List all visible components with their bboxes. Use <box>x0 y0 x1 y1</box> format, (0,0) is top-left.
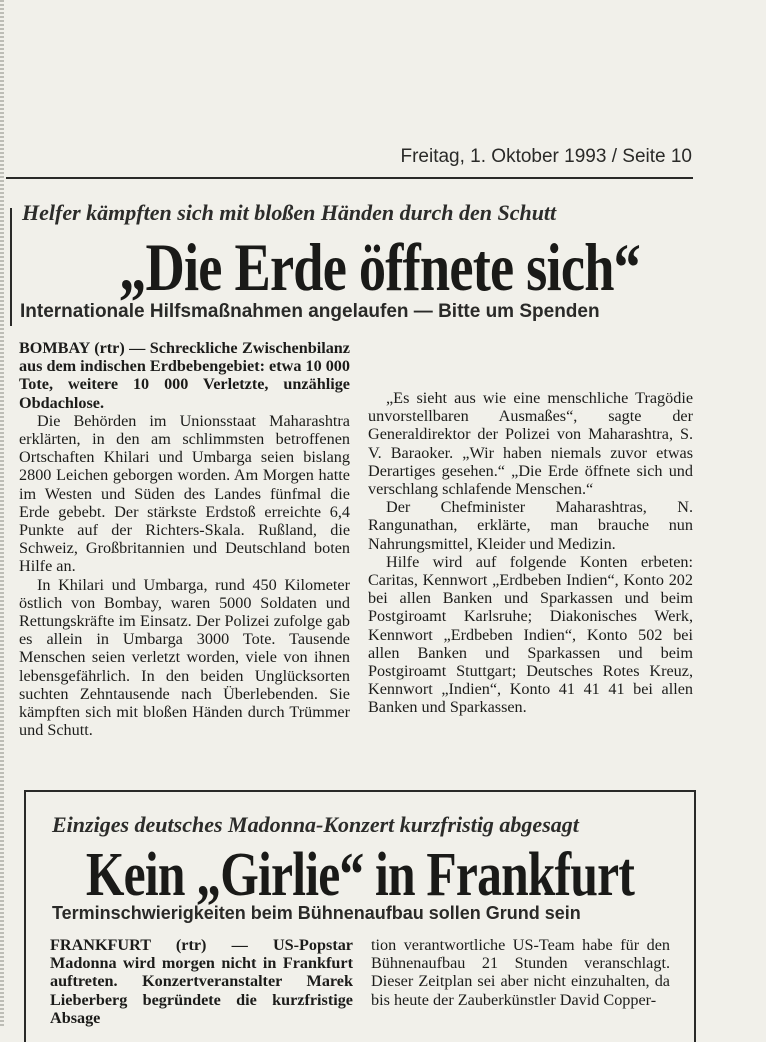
article-paragraph: tion verantwortliche US-Team habe für den Bühnenaufbau 21 Stunden veranschlagt. Dieser Zeitplan sei aber nicht einzuhalten, da bis heute der Zauberkünstler David Copper- <box>371 936 670 1009</box>
paper-edge <box>0 0 4 1027</box>
article-paragraph: Hilfe wird auf folgende Konten erbeten: Caritas, Kennwort „Erdbeben Indien“, Konto 202 bei allen Banken und Sparkassen und beim Postgiroamt Karlsruhe; Diakonisches Werk, Kennwort „Erdbeben Indien“, Konto 502 bei allen Banken und Sparkassen und beim Postgiroamt Stuttgart; Deutsches Rotes Kreuz, Kennwort „Indien“, Konto 41 41 41 bei allen Banken und Sparkassen. <box>368 552 693 717</box>
page-dateline: Freitag, 1. Oktober 1993 / Seite 10 <box>400 146 692 167</box>
article-lead: BOMBAY (rtr) — Schreckliche Zwischenbilanz aus dem indischen Erdbebengebiet: etwa 10 000 Tote, weitere 10 000 Verletzte, unzählige Obdachlose. <box>19 339 350 412</box>
article-headline: Kein „Girlie“ in Frankfurt <box>85 841 635 909</box>
article-column-1 <box>19 339 350 739</box>
article-column-2 <box>371 936 670 1009</box>
article-paragraph: Die Behörden im Unionsstaat Maharashtra erklärten, in den am schlimmsten betroffenen Ortschaften Khilari und Umbarga seien bislang 2800 Leichen geborgen worden. Am Morgen hatte im Westen und Süden des Landes fünfmal die Erde gebebt. Der stärkste Erdstoß erreichte 6,4 Punkte auf der Richters-Skala. Rußland, die Schweiz, Großbritannien und Deutschland boten Hilfe an. <box>19 411 350 576</box>
article-kicker: Helfer kämpften sich mit bloßen Händen durch den Schutt <box>22 200 557 225</box>
article-paragraph: Der Chefminister Maharashtras, N. Rangunathan, erklärte, man brauche nun Nahrungsmittel, Kleider und Medizin. <box>368 498 693 553</box>
article-paragraph: „Es sieht aus wie eine menschliche Tragödie unvorstellbaren Ausmaßes“, sagte der Generaldirektor der Polizei von Maharashtra, S. V. Baraoker. „Wir haben niemals zuvor etwas Derartiges gesehen.“ „Die Erde öffnete sich und verschlang schlafende Menschen.“ <box>368 389 693 499</box>
article-side-rule <box>10 208 12 326</box>
header-rule <box>6 177 693 179</box>
article-subhead: Terminschwierigkeiten beim Bühnenaufbau sollen Grund sein <box>52 903 581 923</box>
article-paragraph: In Khilari und Umbarga, rund 450 Kilometer östlich von Bombay, waren 5000 Soldaten und Rettungskräfte im Einsatz. Der Polizei zufolge gab es allein in Umbarga 3000 Tote. Tausende Menschen seien verletzt worden, viele von ihnen lebensgefährlich. In den beiden Unglücksorten suchten Zehntausende nach Überlebenden. Sie kämpften sich mit bloßen Händen durch Trümmer und Schutt. <box>19 575 350 740</box>
article-column-2-body <box>368 389 693 717</box>
article-kicker: Einziges deutsches Madonna-Konzert kurzfristig abgesagt <box>52 812 579 837</box>
article-subhead: Internationale Hilfsmaßnahmen angelaufen — Bitte um Spenden <box>20 301 600 322</box>
article-lead: FRANKFURT (rtr) — US-Popstar Madonna wird morgen nicht in Frankfurt auftreten. Konzertveranstalter Marek Lieberberg begründete die kurzfristige Absage <box>50 936 353 1027</box>
article-headline: „Die Erde öffnete sich“ <box>119 229 641 305</box>
article-column-1 <box>50 936 353 1027</box>
